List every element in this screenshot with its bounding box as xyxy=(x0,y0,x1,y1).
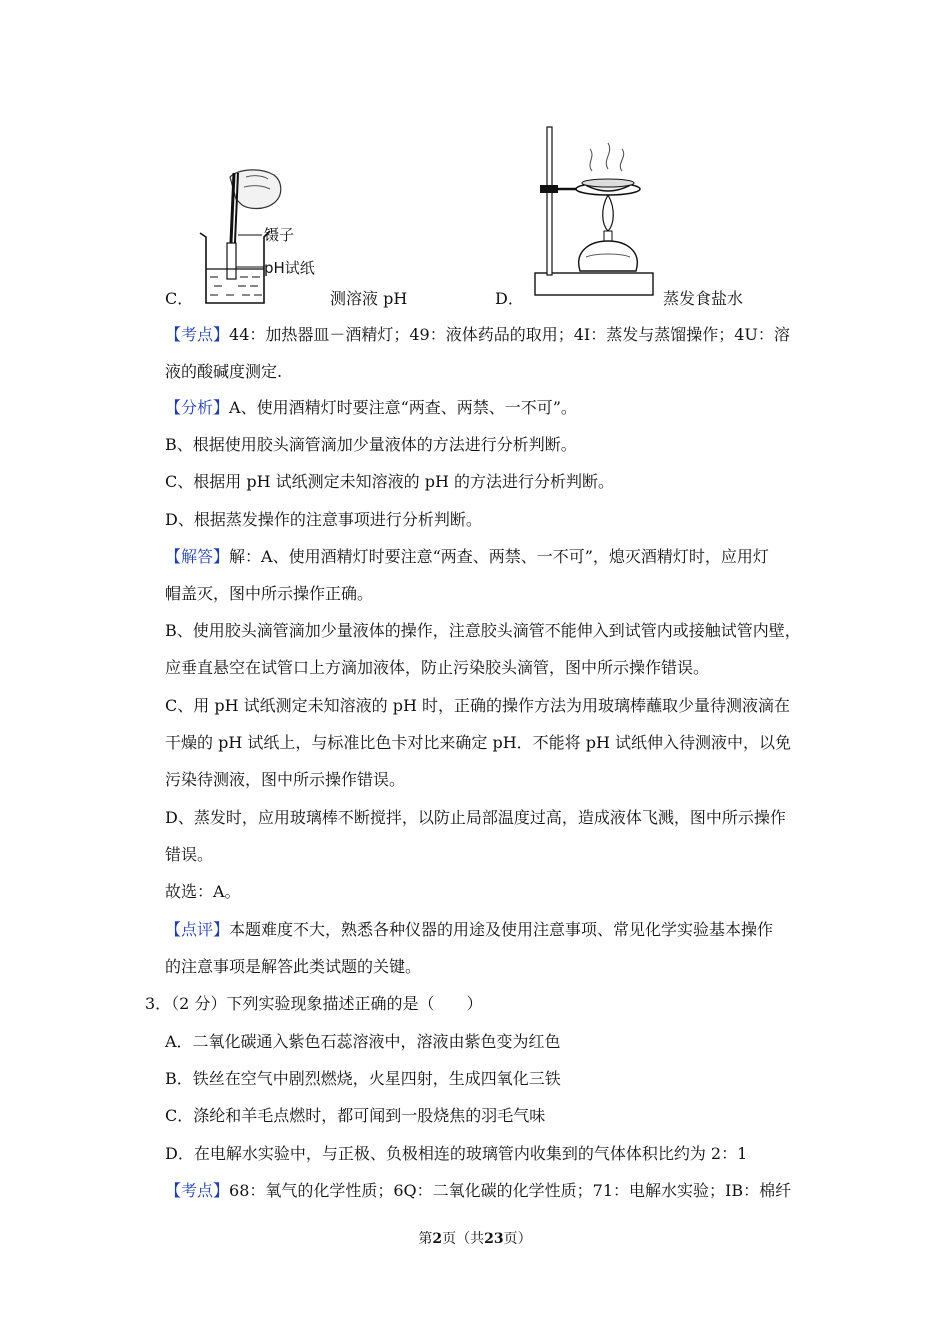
fenxi-text-a: A、使用酒精灯时要注意“两查、两禁、一不可”。 xyxy=(229,398,577,417)
q2-jieda-line-c1: C、用 pH 试纸测定未知溶液的 pH 时，正确的操作方法为用玻璃棒蘸取少量待测液滴在 xyxy=(165,696,790,715)
q2-answer-line: 故选：A。 xyxy=(165,882,241,901)
q2-dianping-line-2: 的注意事项是解答此类试题的关键。 xyxy=(165,957,422,976)
q3-kaodian-line-1 xyxy=(165,1181,791,1201)
q2-jieda-line-c2: 干燥的 pH 试纸上，与标准比色卡对比来确定 pH．不能将 pH 试纸伸入待测液中，以免 xyxy=(165,733,792,752)
footer-prefix: 第 xyxy=(418,1231,433,1247)
q2-jieda-line-a2: 帽盖灭，图中所示操作正确。 xyxy=(165,584,374,603)
q2-dianping-line-1 xyxy=(165,920,773,940)
q2-jieda-line-b2: 应垂直悬空在试管口上方滴加液体，防止污染胶头滴管，图中所示操作错误。 xyxy=(165,658,710,677)
q2-kaodian-line-1 xyxy=(165,325,790,345)
q2-jieda-line-a1 xyxy=(165,547,769,567)
q2-fenxi-line-c: C、根据用 pH 试纸测定未知溶液的 pH 的方法进行分析判断。 xyxy=(165,472,614,491)
page-footer xyxy=(0,1228,950,1248)
option-c-letter: C． xyxy=(165,289,194,308)
fenxi-tag: 【分析】 xyxy=(165,398,230,417)
kaodian-tag: 【考点】 xyxy=(165,325,230,344)
q3-option-d: D．在电解水实验中，与正极、负极相连的玻璃管内收集到的气体体积比约为 2：1 xyxy=(165,1144,748,1163)
jieda-tag: 【解答】 xyxy=(165,547,230,566)
q2-fenxi-line-a xyxy=(165,398,577,418)
q2-kaodian-line-2: 液的酸碱度测定. xyxy=(165,362,283,381)
dianping-tag: 【点评】 xyxy=(165,920,230,939)
q2-jieda-line-d1: D、蒸发时，应用玻璃棒不断搅拌，以防止局部温度过高，造成液体飞溅，图中所示操作 xyxy=(165,808,786,827)
footer-total-pages: 23 xyxy=(484,1231,504,1247)
kaodian-text: 44：加热器皿－酒精灯；49：液体药品的取用；4I：蒸发与蒸馏操作；4U：溶 xyxy=(229,325,790,344)
footer-middle: 页（共 xyxy=(442,1231,485,1247)
q2-fenxi-line-d: D、根据蒸发操作的注意事项进行分析判断。 xyxy=(165,510,482,529)
dianping-text-1: 本题难度不大，熟悉各种仪器的用途及使用注意事项、常见化学实验基本操作 xyxy=(229,920,774,939)
q2-jieda-line-b1: B、使用胶头滴管滴加少量液体的操作，注意胶头滴管不能伸入到试管内或接触试管内壁， xyxy=(165,621,801,640)
q3-option-a: A．二氧化碳通入紫色石蕊溶液中，溶液由紫色变为红色 xyxy=(165,1032,561,1051)
q3-kaodian-text: 68：氧气的化学性质；6Q：二氧化碳的化学性质；71：电解水实验；IB：棉纤 xyxy=(229,1181,792,1200)
figure-d-evaporation-diagram xyxy=(530,125,660,305)
q3-option-b: B．铁丝在空气中剧烈燃烧，火星四射，生成四氧化三铁 xyxy=(165,1069,561,1088)
q3-kaodian-tag: 【考点】 xyxy=(165,1181,230,1200)
tweezers-label: 镊子 xyxy=(264,226,295,244)
q2-fenxi-line-b: B、根据使用胶头滴管滴加少量液体的方法进行分析判断。 xyxy=(165,435,577,454)
footer-suffix: 页） xyxy=(503,1231,532,1247)
ph-paper-label: pH试纸 xyxy=(264,259,315,277)
q3-option-c: C．涤纶和羊毛点燃时，都可闻到一股烧焦的羽毛气味 xyxy=(165,1106,546,1125)
option-c-caption: 测溶液 pH xyxy=(330,289,408,308)
option-d-letter: D． xyxy=(495,289,524,308)
footer-page-number: 2 xyxy=(432,1231,443,1247)
q2-jieda-line-c3: 污染待测液，图中所示操作错误。 xyxy=(165,770,406,789)
q2-jieda-line-d2: 错误。 xyxy=(165,845,214,864)
option-d-caption: 蒸发食盐水 xyxy=(663,289,744,308)
q3-stem: 3．（2 分）下列实验现象描述正确的是（ ） xyxy=(145,994,483,1013)
jieda-text-a1: 解：A、使用酒精灯时要注意“两查、两禁、一不可”，熄灭酒精灯时，应用灯 xyxy=(229,547,769,566)
